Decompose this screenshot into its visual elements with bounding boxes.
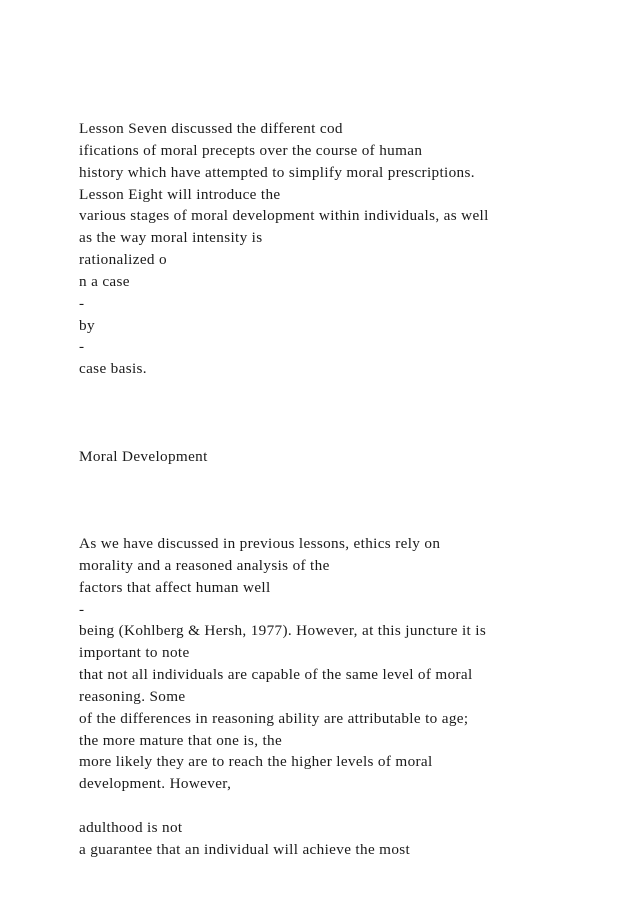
blank-line bbox=[79, 468, 579, 490]
intro-line: n a case bbox=[79, 272, 130, 290]
blank-line bbox=[79, 402, 579, 424]
intro-line: rationalized o bbox=[79, 251, 167, 269]
body-line: morality and a reasoned analysis of the bbox=[79, 556, 330, 574]
body-line: of the differences in reasoning ability are attributable to age; bbox=[79, 709, 469, 727]
intro-line: - bbox=[79, 338, 85, 356]
body-line: the more mature that one is, the bbox=[79, 731, 283, 749]
body-line: important to note bbox=[79, 644, 190, 662]
body-line: that not all individuals are capable of the same level of moral bbox=[79, 666, 473, 684]
body-line: development. However, bbox=[79, 775, 232, 793]
section-heading: Moral Development bbox=[79, 447, 208, 465]
body-line: more likely they are to reach the higher levels of moral bbox=[79, 753, 433, 771]
intro-line: ifications of moral precepts over the course of human bbox=[79, 141, 423, 159]
body-line: - bbox=[79, 600, 85, 618]
body-line: factors that affect human well bbox=[79, 578, 271, 596]
closing-line: adulthood is not bbox=[79, 819, 183, 836]
intro-line: Lesson Seven discussed the different cod bbox=[79, 120, 343, 137]
intro-line: Lesson Eight will introduce the bbox=[79, 185, 281, 203]
document-text bbox=[79, 118, 579, 861]
body-line: being (Kohlberg & Hersh, 1977). However, at this juncture it is bbox=[79, 622, 487, 640]
intro-line: various stages of moral development within individuals, as well bbox=[79, 207, 489, 225]
blank-line bbox=[79, 795, 579, 817]
blank-line bbox=[79, 424, 579, 446]
intro-line: - bbox=[79, 294, 85, 312]
blank-line bbox=[79, 489, 579, 511]
intro-line: history which have attempted to simplify moral prescriptions. bbox=[79, 163, 475, 181]
body-line: As we have discussed in previous lessons, ethics rely on bbox=[79, 535, 441, 553]
body-line: reasoning. Some bbox=[79, 687, 186, 705]
intro-line: case basis. bbox=[79, 360, 147, 378]
intro-line: as the way moral intensity is bbox=[79, 229, 263, 247]
blank-line bbox=[79, 380, 579, 402]
blank-line bbox=[79, 511, 579, 533]
intro-line: by bbox=[79, 316, 95, 334]
closing-line: a guarantee that an individual will achieve the most bbox=[79, 840, 411, 858]
